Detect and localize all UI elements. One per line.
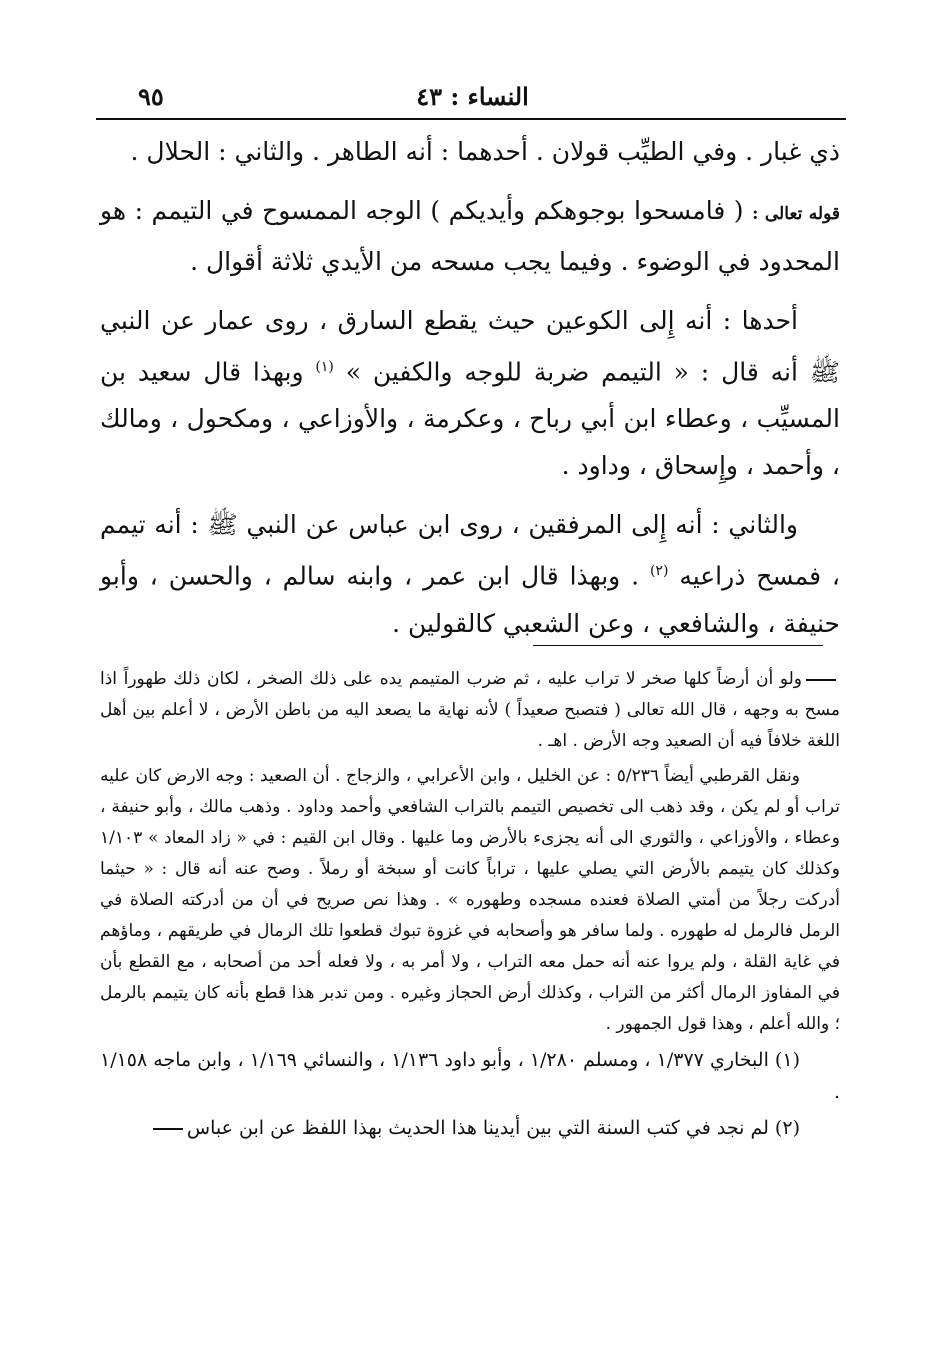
- first-opinion-scholars: وبهذا قال سعيد بن المسيِّب ، وعطاء ابن أبي رباح ، وعكرمة ، والأوزاعي ، ومكحول ، ومالك ، وأحمد ، وإِسحاق ، وداود .: [100, 357, 840, 481]
- footnote-1: (١) البخاري ١/٣٧٧ ، ومسلم ١/٢٨٠ ، وأبو داود ١/١٣٦ ، والنسائي ١/١٦٩ ، وابن ماجه ١/١٥٨ .: [100, 1049, 840, 1103]
- footnote-ref-1: (١): [315, 359, 334, 375]
- page-number: ٩٥: [138, 82, 164, 111]
- footnote-2: [100, 1112, 840, 1144]
- second-opinion-scholars: . وبهذا قال ابن عمر ، وابنه سالم ، والحسن ، وأبو حنيفة ، والشافعي ، وعن الشعبي كالقولين .: [100, 561, 840, 638]
- paragraph-first-opinion: [100, 297, 840, 489]
- paragraph-wajh-text: ( فامسحوا بوجوهكم وأيديكم ) الوجه الممسوح في التيمم : هو المحدود في الوضوء . وفيما يجب مسحه من الأيدي ثلاثة أقوال .: [100, 196, 840, 276]
- continuation-dash: [806, 679, 836, 681]
- footnote-qurtubi: ونقل القرطبي أيضاً ٥/٢٣٦ : عن الخليل ، وابن الأعرابي ، والزجاج . أن الصعيد : وجه الارض كان عليه تراب أو لم يكن ، وقد ذهب الى تخصيص التيمم بالتراب الشافعي وأحمد وداود . وذهب مالك ، وأبو حنيفة ، وعطاء ، والأوزاعي ، والثوري الى أنه يجزىء بالأرض وما عليها . وقال ابن القيم : في « زاد المعاد » ١/١٠٣ وكذلك كان يتيمم بالأرض التي يصلي عليها ، تراباً كانت أو سبخة أو رملاً . وصح عنه أنه قال : « حيثما أدركت رجلاً من أمتي الصلاة فعنده مسجده وطهوره » . وهذا نص صريح في أن من أدركته الصلاة في الرمل فالرمل له طهوره . ولما سافر هو وأصحابه في غزوة تبوك قطعوا تلك الرمال في طريقهم ، وماؤهم في غاية القلة ، ولم يروا عنه أنه حمل معه التراب ، ولا أمر به ، ولا فعله أحد من أصحابه ، مع القطع بأن في المفاوز الرمال أكثر من التراب ، وكذلك أرض الحجاز وغيره . ومن تدبر هذا قطع بأنه كان يتيمم بالرمل ؛ والله أعلم ، وهذا قول الجمهور .: [100, 766, 840, 1034]
- page-header: [100, 78, 845, 118]
- paragraph-wajh: [100, 187, 840, 285]
- footnotes: [100, 664, 840, 1148]
- running-title: النساء : ٤٣: [416, 82, 529, 111]
- footnote-2-text: (٢) لم نجد في كتب السنة التي بين أيدينا هذا الحديث بهذا اللفظ عن ابن عباس: [186, 1117, 800, 1139]
- paragraph-second-opinion: [100, 501, 840, 646]
- footnote-ref-2: (٢): [649, 563, 669, 580]
- continuation-dash-end: [153, 1128, 183, 1130]
- footnote-continued: [100, 664, 840, 757]
- first-opinion-hadith: أحدها : أنه إِلى الكوعين حيث يقطع السارق ، روى عمار عن النبي ﷺ أنه قال : « التيمم ضربة للوجه والكفين »: [100, 306, 840, 387]
- footnote-continued-text: ولو أن أرضاً كلها صخر لا تراب عليه ، ثم ضرب المتيمم يده على ذلك الصخر ، لكان ذلك طهوراً اذا مسح به وجهه ، قال الله تعالى ( فتصبح صعيداً ) لأنه نهاية ما يصعد اليه من باطن الأرض ، لا أعلم بين أهل اللغة خلافاً فيه أن الصعيد وجه الأرض . اهـ .: [100, 669, 840, 751]
- second-opinion-hadith: والثاني : أنه إِلى المرفقين ، روى ابن عباس عن النبي ﷺ : أنه تيمم ، فمسح ذراعيه: [100, 510, 841, 591]
- main-text: [100, 128, 840, 659]
- paragraph-tayyib: ذي غبار . وفي الطيِّب قولان . أحدهما : أنه الطاهر . والثاني : الحلال .: [130, 137, 840, 166]
- footnote-separator: [533, 645, 823, 646]
- quran-label: قوله تعالى :: [752, 204, 840, 224]
- header-rule: [96, 118, 846, 120]
